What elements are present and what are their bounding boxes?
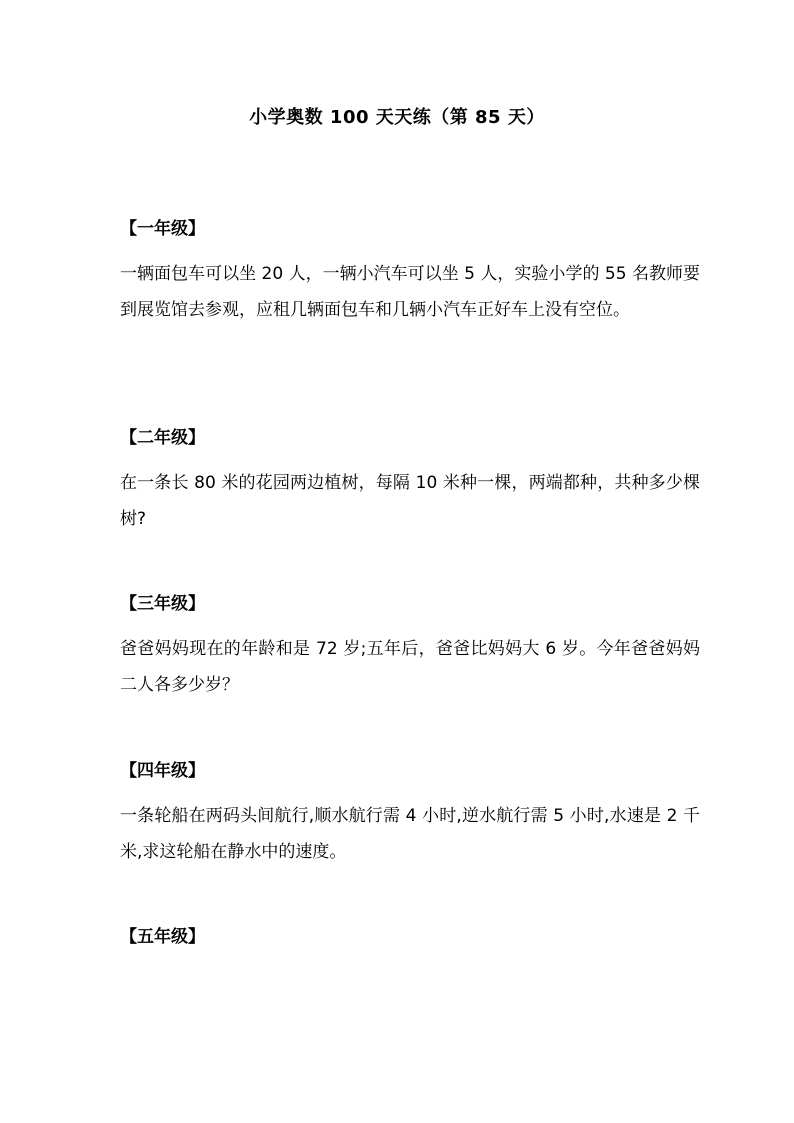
problem-text: 在一条长 80 米的花园两边植树，每隔 10 米种一棵，两端都种，共种多少棵树? (120, 473, 700, 529)
document-title: 小学奥数 100 天天练（第 85 天） (249, 107, 545, 128)
section-heading: 【三年级】 (120, 594, 205, 614)
section-grade-2 (120, 425, 700, 537)
section-grade-5 (120, 924, 700, 964)
problem-text: 一辆面包车可以坐 20 人，一辆小汽车可以坐 5 人，实验小学的 55 名教师要到展览馆去参观，应租几辆面包车和几辆小汽车正好车上没有空位。 (120, 264, 700, 320)
section-heading: 【二年级】 (120, 428, 205, 448)
section-grade-4 (120, 758, 700, 870)
problem-text: 一条轮船在两码头间航行,顺水航行需 4 小时,逆水航行需 5 小时,水速是 2 千米,求这轮船在静水中的速度。 (120, 806, 700, 862)
section-heading: 【一年级】 (120, 219, 205, 239)
section-grade-1 (120, 216, 700, 328)
section-heading: 【五年级】 (120, 927, 205, 947)
problem-text: 爸爸妈妈现在的年龄和是 72 岁;五年后，爸爸比妈妈大 6 岁。今年爸爸妈妈二人各多少岁？ (120, 639, 700, 695)
section-heading: 【四年级】 (120, 761, 205, 781)
section-grade-3 (120, 591, 700, 703)
